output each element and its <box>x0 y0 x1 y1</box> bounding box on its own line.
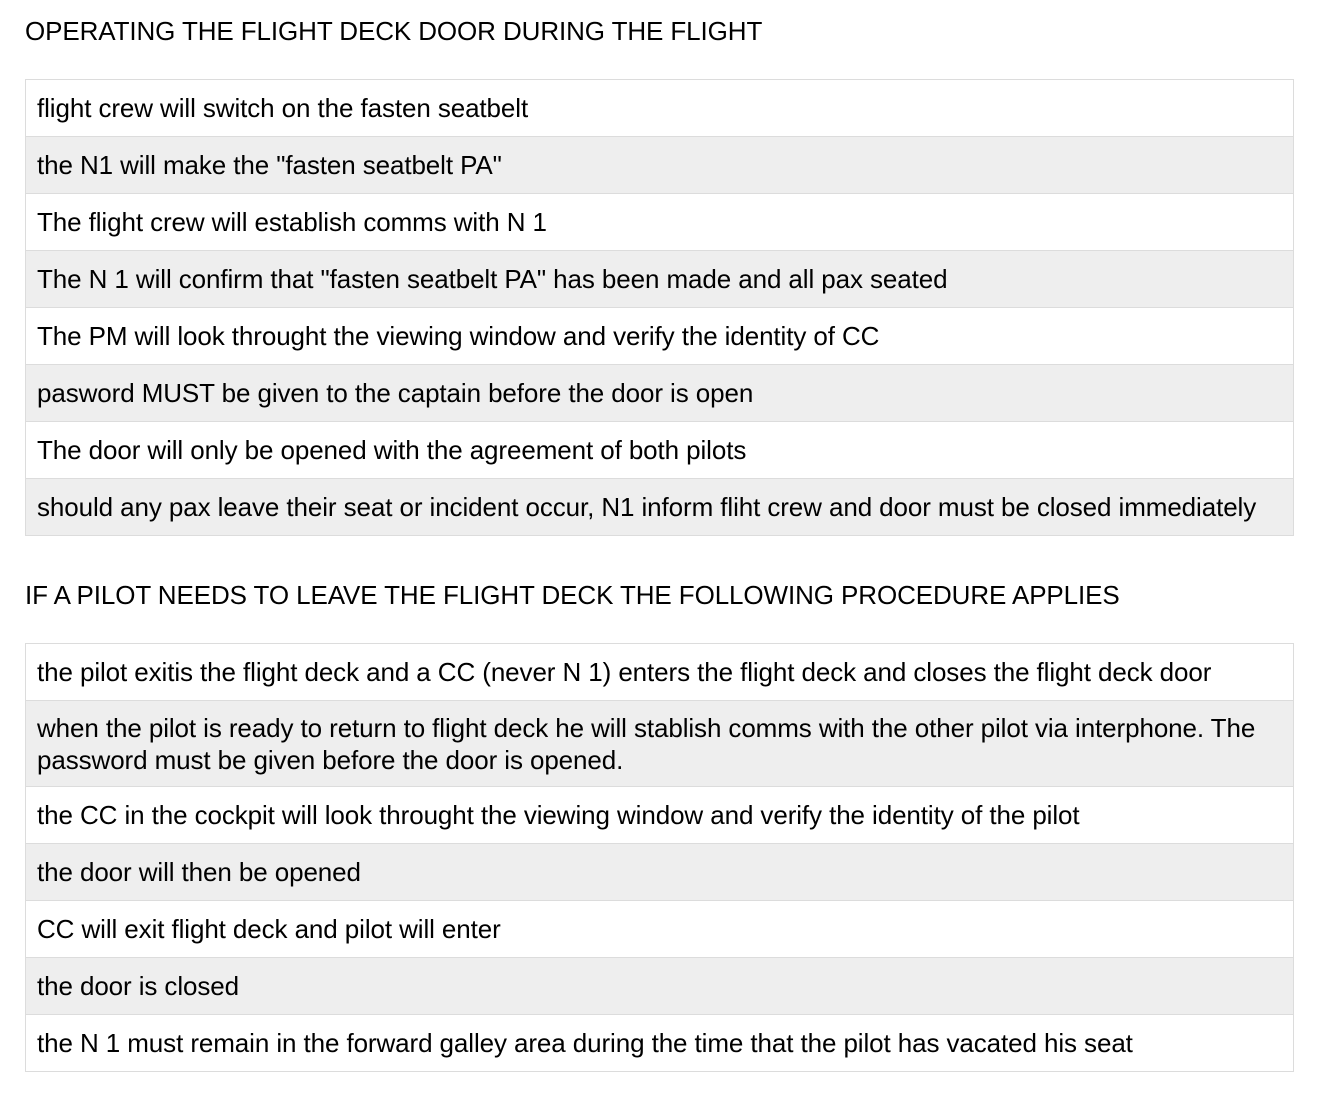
section-heading-pilot-leaving: IF A PILOT NEEDS TO LEAVE THE FLIGHT DECK THE FOLLOWING PROCEDURE APPLIES <box>25 580 1120 610</box>
table-cell: CC will exit flight deck and pilot will enter <box>26 901 1294 958</box>
table-row <box>26 901 1294 958</box>
table-row <box>26 308 1294 365</box>
table-row <box>26 644 1294 701</box>
procedure-table-pilot-leaving <box>25 643 1294 1072</box>
table-row <box>26 958 1294 1015</box>
table-row <box>26 137 1294 194</box>
table-cell: The N 1 will confirm that "fasten seatbelt PA" has been made and all pax seated <box>26 251 1294 308</box>
table-cell: the CC in the cockpit will look throught the viewing window and verify the identity of the pilot <box>26 787 1294 844</box>
table-row <box>26 701 1294 787</box>
table-cell: the door is closed <box>26 958 1294 1015</box>
table-cell: flight crew will switch on the fasten seatbelt <box>26 80 1294 137</box>
table-row <box>26 251 1294 308</box>
table-row <box>26 479 1294 536</box>
table-cell: The flight crew will establish comms with N 1 <box>26 194 1294 251</box>
table-row <box>26 365 1294 422</box>
table-row <box>26 422 1294 479</box>
section-heading-flight-deck-door: OPERATING THE FLIGHT DECK DOOR DURING THE FLIGHT <box>25 16 763 46</box>
table-cell: the pilot exitis the flight deck and a CC (never N 1) enters the flight deck and closes the flight deck door <box>26 644 1294 701</box>
procedure-table-door-operation <box>25 79 1294 536</box>
table-cell: pasword MUST be given to the captain before the door is open <box>26 365 1294 422</box>
table-row <box>26 844 1294 901</box>
table-row <box>26 787 1294 844</box>
table-row <box>26 1015 1294 1072</box>
table-row <box>26 80 1294 137</box>
table-row <box>26 194 1294 251</box>
table-cell: should any pax leave their seat or incident occur, N1 inform fliht crew and door must be closed immediately <box>26 479 1294 536</box>
table-cell: The door will only be opened with the agreement of both pilots <box>26 422 1294 479</box>
table-cell: the door will then be opened <box>26 844 1294 901</box>
table-cell: The PM will look throught the viewing window and verify the identity of CC <box>26 308 1294 365</box>
table-cell: the N1 will make the "fasten seatbelt PA" <box>26 137 1294 194</box>
table-cell: the N 1 must remain in the forward galley area during the time that the pilot has vacated his seat <box>26 1015 1294 1072</box>
table-cell: when the pilot is ready to return to flight deck he will stablish comms with the other pilot via interphone. The password must be given before the door is opened. <box>26 701 1294 787</box>
